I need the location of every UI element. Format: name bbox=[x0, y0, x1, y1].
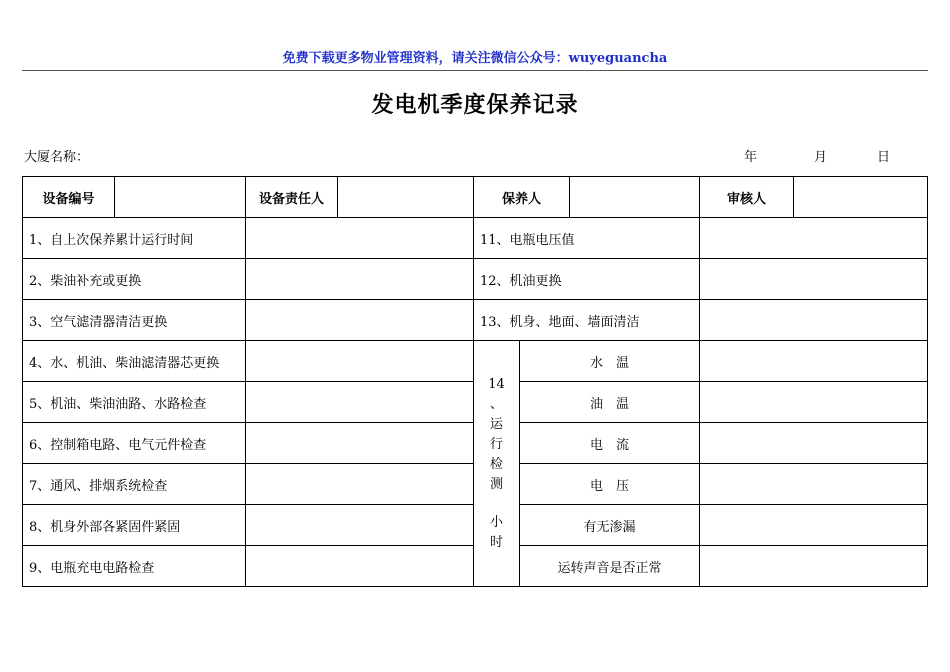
table-row bbox=[23, 259, 928, 300]
item-value[interactable] bbox=[246, 382, 474, 423]
item-label: 7、通风、排烟系统检查 bbox=[23, 464, 246, 505]
item14-sep: 、 bbox=[489, 396, 503, 412]
day-label: 日 bbox=[877, 150, 891, 165]
measure-label: 油 温 bbox=[520, 382, 700, 423]
equip-no-label: 设备编号 bbox=[23, 177, 115, 218]
item-value[interactable] bbox=[246, 259, 474, 300]
measure-value[interactable] bbox=[700, 423, 928, 464]
equip-no-value[interactable] bbox=[115, 177, 246, 218]
reviewer-label: 审核人 bbox=[700, 177, 794, 218]
item-label: 12、机油更换 bbox=[474, 259, 700, 300]
item14-number: 14 bbox=[488, 376, 505, 392]
month-label: 月 bbox=[814, 150, 828, 165]
item14-char: 时 bbox=[489, 534, 503, 550]
item-value[interactable] bbox=[246, 218, 474, 259]
table-row bbox=[23, 341, 928, 382]
item-label: 2、柴油补充或更换 bbox=[23, 259, 246, 300]
item14-char: 小 bbox=[489, 514, 503, 530]
maintainer-value[interactable] bbox=[570, 177, 700, 218]
item-value[interactable] bbox=[700, 218, 928, 259]
item-value[interactable] bbox=[246, 464, 474, 505]
page-title: 发电机季度保养记录 bbox=[371, 93, 579, 118]
item14-vertical-label bbox=[474, 341, 520, 587]
item-label: 11、电瓶电压值 bbox=[474, 218, 700, 259]
item-value[interactable] bbox=[246, 546, 474, 587]
item-label: 3、空气滤清器清洁更换 bbox=[23, 300, 246, 341]
item-value[interactable] bbox=[700, 300, 928, 341]
item-label: 6、控制箱电路、电气元件检查 bbox=[23, 423, 246, 464]
item-label: 5、机油、柴油油路、水路检查 bbox=[23, 382, 246, 423]
item-value[interactable] bbox=[246, 423, 474, 464]
measure-value[interactable] bbox=[700, 464, 928, 505]
measure-label: 运转声音是否正常 bbox=[520, 546, 700, 587]
item-value[interactable] bbox=[246, 341, 474, 382]
table-header-row bbox=[23, 177, 928, 218]
measure-value[interactable] bbox=[700, 341, 928, 382]
responsible-label: 设备责任人 bbox=[246, 177, 338, 218]
item14-char: 行 bbox=[489, 436, 503, 452]
item-label: 4、水、机油、柴油滤清器芯更换 bbox=[23, 341, 246, 382]
reviewer-value[interactable] bbox=[794, 177, 928, 218]
responsible-value[interactable] bbox=[338, 177, 474, 218]
item14-char: 运 bbox=[489, 416, 503, 432]
item-value[interactable] bbox=[246, 300, 474, 341]
item14-char: 测 bbox=[489, 476, 503, 492]
item-label: 1、自上次保养累计运行时间 bbox=[23, 218, 246, 259]
measure-value[interactable] bbox=[700, 546, 928, 587]
item-value[interactable] bbox=[246, 505, 474, 546]
item-label: 9、电瓶充电电路检查 bbox=[23, 546, 246, 587]
item-label: 13、机身、地面、墙面清洁 bbox=[474, 300, 700, 341]
measure-label: 电 压 bbox=[520, 464, 700, 505]
measure-label: 水 温 bbox=[520, 341, 700, 382]
download-banner: 免费下载更多物业管理资料，请关注微信公众号：wuyeguancha bbox=[22, 48, 928, 71]
item-label: 8、机身外部各紧固件紧固 bbox=[23, 505, 246, 546]
table-row bbox=[23, 218, 928, 259]
building-name-label: 大厦名称： bbox=[24, 150, 90, 165]
item-value[interactable] bbox=[700, 259, 928, 300]
table-row bbox=[23, 300, 928, 341]
maintainer-label: 保养人 bbox=[474, 177, 570, 218]
item14-char: 检 bbox=[489, 456, 503, 472]
maintenance-record-table bbox=[22, 176, 928, 587]
year-label: 年 bbox=[744, 150, 758, 165]
measure-label: 电 流 bbox=[520, 423, 700, 464]
measure-value[interactable] bbox=[700, 382, 928, 423]
measure-value[interactable] bbox=[700, 505, 928, 546]
measure-label: 有无渗漏 bbox=[520, 505, 700, 546]
